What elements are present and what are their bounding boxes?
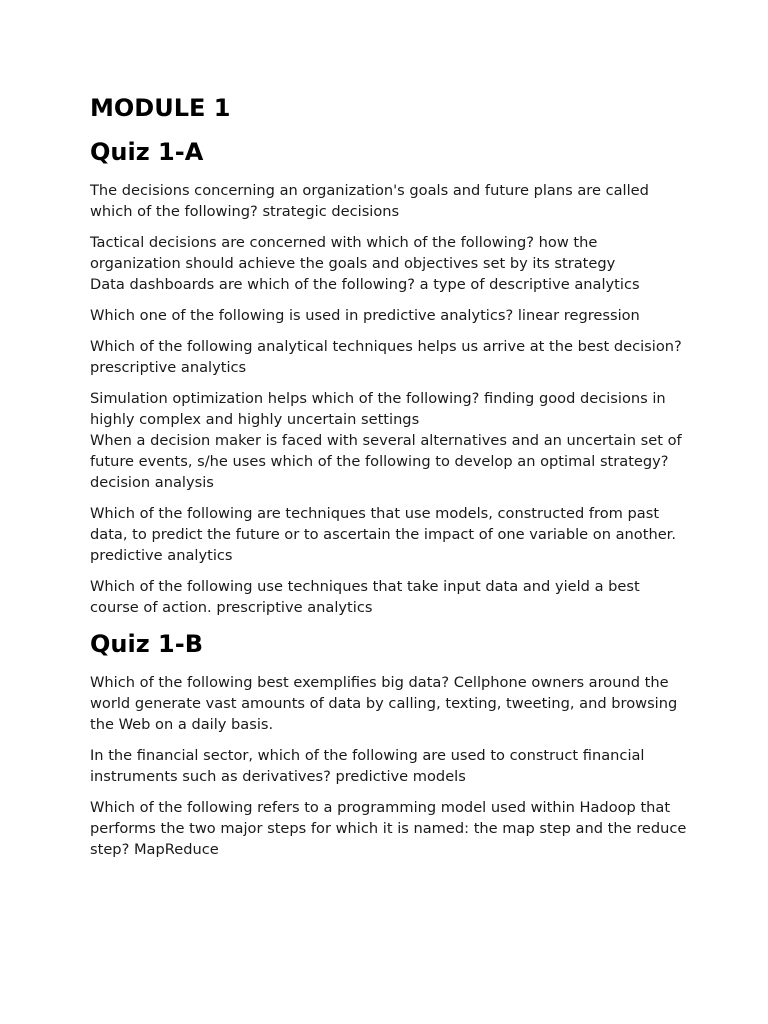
module-title: MODULE 1	[90, 94, 231, 122]
quiz-b-item: Which of the following refers to a programming model used within Hadoop that performs the two major steps for which it is named: the map step and the reduce step? MapReduce	[90, 799, 687, 858]
quiz-a-item: Which of the following analytical techniques helps us arrive at the best decision? prescriptive analytics	[90, 338, 682, 376]
document-page	[90, 92, 690, 870]
quiz-a-item: Data dashboards are which of the following? a type of descriptive analytics	[90, 276, 640, 293]
quiz-a-item: Which one of the following is used in predictive analytics? linear regression	[90, 307, 640, 324]
quiz-b-item: Which of the following best exemplifies big data? Cellphone owners around the world generate vast amounts of data by calling, texting, tweeting, and browsing the Web on a daily basis.	[90, 674, 678, 733]
quiz-a-title: Quiz 1-A	[90, 138, 204, 166]
quiz-a-section	[90, 136, 690, 618]
quiz-b-title: Quiz 1-B	[90, 630, 203, 658]
quiz-a-item: Which of the following use techniques that take input data and yield a best course of action. prescriptive analytics	[90, 578, 640, 616]
quiz-a-item: The decisions concerning an organization's goals and future plans are called which of the following? strategic decisions	[90, 182, 649, 220]
quiz-b-item: In the financial sector, which of the following are used to construct financial instruments such as derivatives? predictive models	[90, 747, 645, 785]
quiz-a-item: When a decision maker is faced with several alternatives and an uncertain set of future events, s/he uses which of the following to develop an optimal strategy? decision analysis	[90, 432, 682, 491]
quiz-a-item: Which of the following are techniques that use models, constructed from past data, to predict the future or to ascertain the impact of one variable on another. predictive analytics	[90, 505, 676, 564]
quiz-b-section	[90, 628, 690, 860]
quiz-a-item: Simulation optimization helps which of the following? finding good decisions in highly complex and highly uncertain settings	[90, 390, 666, 428]
quiz-a-item: Tactical decisions are concerned with which of the following? how the organization should achieve the goals and objectives set by its strategy	[90, 234, 616, 272]
